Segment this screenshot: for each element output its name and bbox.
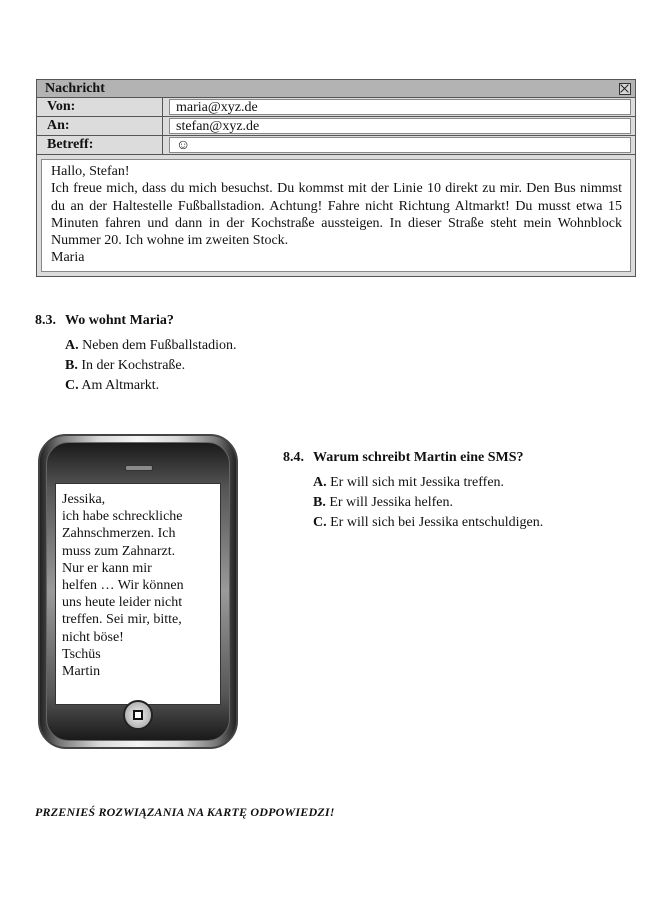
- email-signature: Maria: [51, 250, 85, 266]
- option-text: Er will Jessika helfen.: [329, 495, 453, 510]
- sms-word: ich habe schreckliche: [62, 509, 183, 525]
- sms-line: muss zum Zahnarzt.: [62, 543, 176, 559]
- to-field[interactable]: stefan@xyz.de: [169, 118, 631, 134]
- from-row: [37, 98, 635, 117]
- email-window: [36, 79, 636, 277]
- to-row: [37, 117, 635, 136]
- option-text: Am Altmarkt.: [81, 378, 160, 393]
- question-8-4: [283, 450, 543, 533]
- sms-line: nicht böse!: [62, 629, 124, 645]
- home-button-icon: [123, 700, 153, 730]
- phone-body: [46, 442, 230, 741]
- sms-line: helfen … Wir können: [62, 578, 184, 594]
- question-number: 8.4.: [283, 450, 304, 465]
- email-body[interactable]: [41, 159, 631, 272]
- footer-instruction: PRZENIEŚ ROZWIĄZANIA NA KARTĘ ODPOWIEDZI!: [35, 805, 335, 819]
- sms-screen: [55, 483, 221, 705]
- email-text: Ich freue mich, dass du mich besuchst. Du kommst mit der Linie 10 direkt zu mir. Den Bus nimmst du an der Haltestelle Fußballstadion. Achtung! Fahre nicht Richtung Altmarkt! Du musst etwa 15 Minuten fahren und dann in der Kochstraße aussteigen. In dieser Straße steht mein Wohnblock Nummer 20. Ich wohne im zweiten Stock.: [51, 181, 622, 249]
- email-greeting: Hallo, Stefan!: [51, 164, 130, 179]
- option-c[interactable]: [65, 376, 237, 396]
- close-icon[interactable]: [619, 83, 631, 95]
- option-letter: A.: [65, 338, 79, 353]
- sms-line: Nur er kann mir: [62, 560, 152, 576]
- option-letter: B.: [65, 358, 78, 373]
- subject-row: [37, 136, 635, 155]
- from-field[interactable]: maria@xyz.de: [169, 99, 631, 115]
- phone-illustration: [38, 434, 238, 749]
- question-number: 8.3.: [35, 313, 56, 328]
- option-letter: C.: [313, 515, 327, 530]
- option-text: In der Kochstraße.: [81, 358, 186, 373]
- option-text: Neben dem Fußballstadion.: [82, 338, 237, 353]
- question-8-3: [35, 313, 237, 396]
- option-b[interactable]: [65, 356, 237, 376]
- option-letter: B.: [313, 495, 326, 510]
- option-text: Er will sich bei Jessika entschuldigen.: [330, 515, 544, 530]
- option-a[interactable]: [65, 336, 237, 356]
- question-title: [283, 450, 543, 466]
- sms-line: treffen. Sei mir, bitte,: [62, 612, 182, 628]
- email-titlebar: [37, 80, 635, 98]
- sms-line: Tschüs: [62, 646, 101, 662]
- subject-label: Betreff:: [37, 136, 163, 154]
- option-a[interactable]: [313, 473, 543, 493]
- option-text: Er will sich mit Jessika treffen.: [330, 475, 505, 490]
- sms-line: Jessika,: [62, 492, 106, 507]
- question-text: Warum schreibt Martin eine SMS?: [313, 450, 524, 465]
- speaker-icon: [125, 465, 153, 471]
- from-label: Von:: [37, 98, 163, 116]
- sms-line: Zahnschmerzen. Ich: [62, 526, 176, 542]
- sms-line: uns heute leider nicht: [62, 595, 183, 611]
- sms-line: [62, 508, 214, 525]
- option-c[interactable]: [313, 513, 543, 533]
- email-title: Nachricht: [45, 80, 105, 96]
- option-letter: C.: [65, 378, 79, 393]
- to-label: An:: [37, 117, 163, 135]
- question-text: Wo wohnt Maria?: [65, 313, 174, 328]
- option-b[interactable]: [313, 493, 543, 513]
- sms-line: Martin: [62, 664, 101, 680]
- option-letter: A.: [313, 475, 327, 490]
- subject-field[interactable]: ☺: [169, 137, 631, 153]
- question-title: [35, 313, 237, 329]
- email-body-frame: [37, 155, 635, 276]
